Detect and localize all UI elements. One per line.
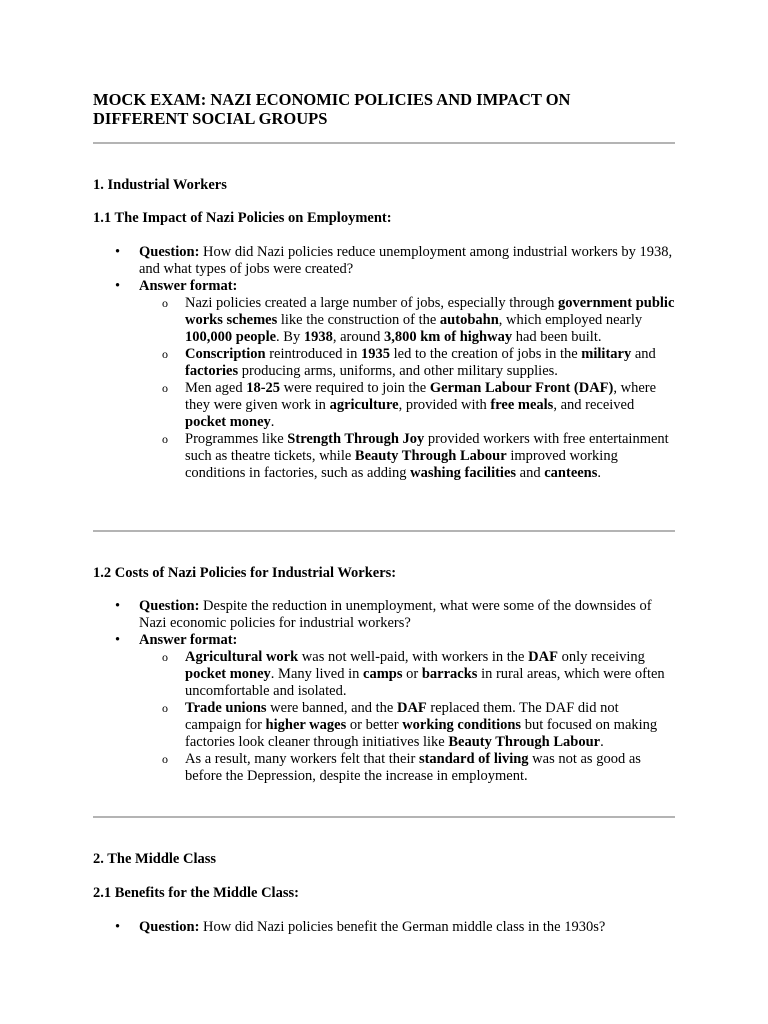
bold-term: free meals — [490, 397, 554, 413]
text-run: were required to join the — [280, 380, 430, 396]
bold-term: autobahn — [439, 312, 499, 328]
text-run: replaced them. The DAF did not campaign for — [185, 700, 619, 733]
text-run: reintroduced in — [265, 346, 362, 362]
answer-list — [139, 649, 678, 785]
bold-term: working conditions — [402, 717, 522, 733]
bold-term: pocket money — [185, 666, 271, 682]
text-run: provided workers with free entertainment such as theatre tickets, while — [185, 431, 669, 464]
text-run: , provided with — [398, 397, 491, 413]
text-run: like the construction of the — [277, 312, 440, 328]
answer-format-label: Answer format: — [139, 278, 238, 294]
bold-term: DAF — [396, 700, 427, 716]
bold-term: factories — [185, 363, 239, 379]
text-run: producing arms, uniforms, and other military supplies. — [238, 363, 558, 379]
bold-term: 3,800 km of highway — [383, 329, 513, 345]
question-text: How did Nazi policies benefit the German middle class in the 1930s? — [203, 919, 606, 935]
answer-format-item — [93, 278, 678, 482]
text-run: . — [600, 734, 604, 750]
question-text: Despite the reduction in unemployment, what were some of the downsides of Nazi economic policies for industrial workers? — [139, 598, 652, 631]
horizontal-divider — [93, 530, 675, 532]
horizontal-divider — [93, 816, 675, 818]
text-run: , which employed nearly — [498, 312, 643, 328]
answer-point — [139, 431, 678, 482]
subsection-2-1-heading: 2.1 Benefits for the Middle Class: — [93, 885, 299, 901]
bold-term: German Labour Front (DAF) — [429, 380, 614, 396]
text-run: or — [402, 666, 422, 682]
question-label: Question: — [139, 244, 200, 260]
text-run: only receiving — [557, 649, 645, 665]
question-item — [93, 244, 678, 278]
text-run: . By — [276, 329, 304, 345]
answer-point — [139, 649, 678, 700]
section-1-heading: 1. Industrial Workers — [93, 177, 227, 193]
answer-point — [139, 751, 678, 785]
bold-term: Conscription — [185, 346, 266, 362]
title-line-1: MOCK EXAM: NAZI ECONOMIC POLICIES AND IMPACT ON — [93, 90, 571, 109]
text-run: and — [631, 346, 656, 362]
bold-term: DAF — [528, 649, 558, 665]
bold-term: Agricultural work — [185, 649, 299, 665]
answer-list — [139, 295, 678, 482]
bold-term: Trade unions — [185, 700, 267, 716]
text-run: . — [270, 414, 275, 430]
text-run: Nazi policies created a large number of jobs, especially through — [185, 295, 558, 311]
question-item — [93, 919, 678, 936]
bold-term: Beauty Through Labour — [354, 448, 507, 464]
bold-term: 1935 — [361, 346, 391, 362]
answer-point — [139, 700, 678, 751]
subsection-1-1-heading: 1.1 The Impact of Nazi Policies on Employment: — [93, 210, 392, 226]
text-run: was not as good as before the Depression, despite the increase in employment. — [185, 751, 641, 784]
bold-term: standard of living — [418, 751, 529, 767]
horizontal-divider — [93, 142, 675, 144]
text-run: . — [597, 465, 602, 481]
bold-term: Strength Through Joy — [287, 431, 425, 447]
section-2-heading: 2. The Middle Class — [93, 851, 217, 867]
bold-term: 18-25 — [246, 380, 281, 396]
question-label: Question: — [139, 919, 200, 935]
text-run: . Many lived in — [270, 666, 364, 682]
question-list-2-1 — [93, 919, 678, 936]
bold-term: higher wages — [265, 717, 347, 733]
document-title — [93, 90, 693, 128]
text-run: or better — [346, 717, 403, 733]
text-run: in rural areas, which were often uncomfortable and isolated. — [185, 666, 665, 699]
text-run: , around — [332, 329, 384, 345]
bold-term: camps — [363, 666, 403, 682]
subsection-1-2-heading: 1.2 Costs of Nazi Policies for Industrial Workers: — [93, 565, 397, 581]
question-list-1-2 — [93, 598, 678, 785]
bold-term: military — [581, 346, 632, 362]
answer-format-label: Answer format: — [139, 632, 238, 648]
text-run: had been built. — [512, 329, 602, 345]
text-run: but focused on making factories look cleaner through initiatives like — [185, 717, 658, 750]
bold-term: Beauty Through Labour — [448, 734, 601, 750]
question-item — [93, 598, 678, 632]
question-label: Question: — [139, 598, 200, 614]
text-run: , where they were given work in — [185, 380, 657, 413]
text-run: Programmes like — [185, 431, 288, 447]
text-run: were banned, and the — [266, 700, 397, 716]
bold-term: 1938 — [303, 329, 333, 345]
title-line-2: DIFFERENT SOCIAL GROUPS — [93, 109, 328, 128]
text-run: led to the creation of jobs in the — [390, 346, 582, 362]
text-run: was not well-paid, with workers in the — [298, 649, 529, 665]
text-run: As a result, many workers felt that their — [185, 751, 419, 767]
text-run: , and received — [553, 397, 635, 413]
bold-term: agriculture — [329, 397, 399, 413]
answer-format-item — [93, 632, 678, 785]
answer-point — [139, 295, 678, 346]
text-run: Men aged — [185, 380, 247, 396]
bold-term: canteens — [544, 465, 598, 481]
question-list-1-1 — [93, 244, 678, 482]
answer-point — [139, 346, 678, 380]
answer-point — [139, 380, 678, 431]
bold-term: washing facilities — [410, 465, 517, 481]
bold-term: pocket money — [185, 414, 271, 430]
text-run: and — [516, 465, 545, 481]
bold-term: 100,000 people — [185, 329, 277, 345]
question-text: How did Nazi policies reduce unemployment among industrial workers by 1938, and what types of jobs were created? — [139, 244, 673, 277]
bold-term: barracks — [421, 666, 478, 682]
bold-term: government public works schemes — [185, 295, 675, 328]
text-run: improved working conditions in factories, such as adding — [185, 448, 618, 481]
